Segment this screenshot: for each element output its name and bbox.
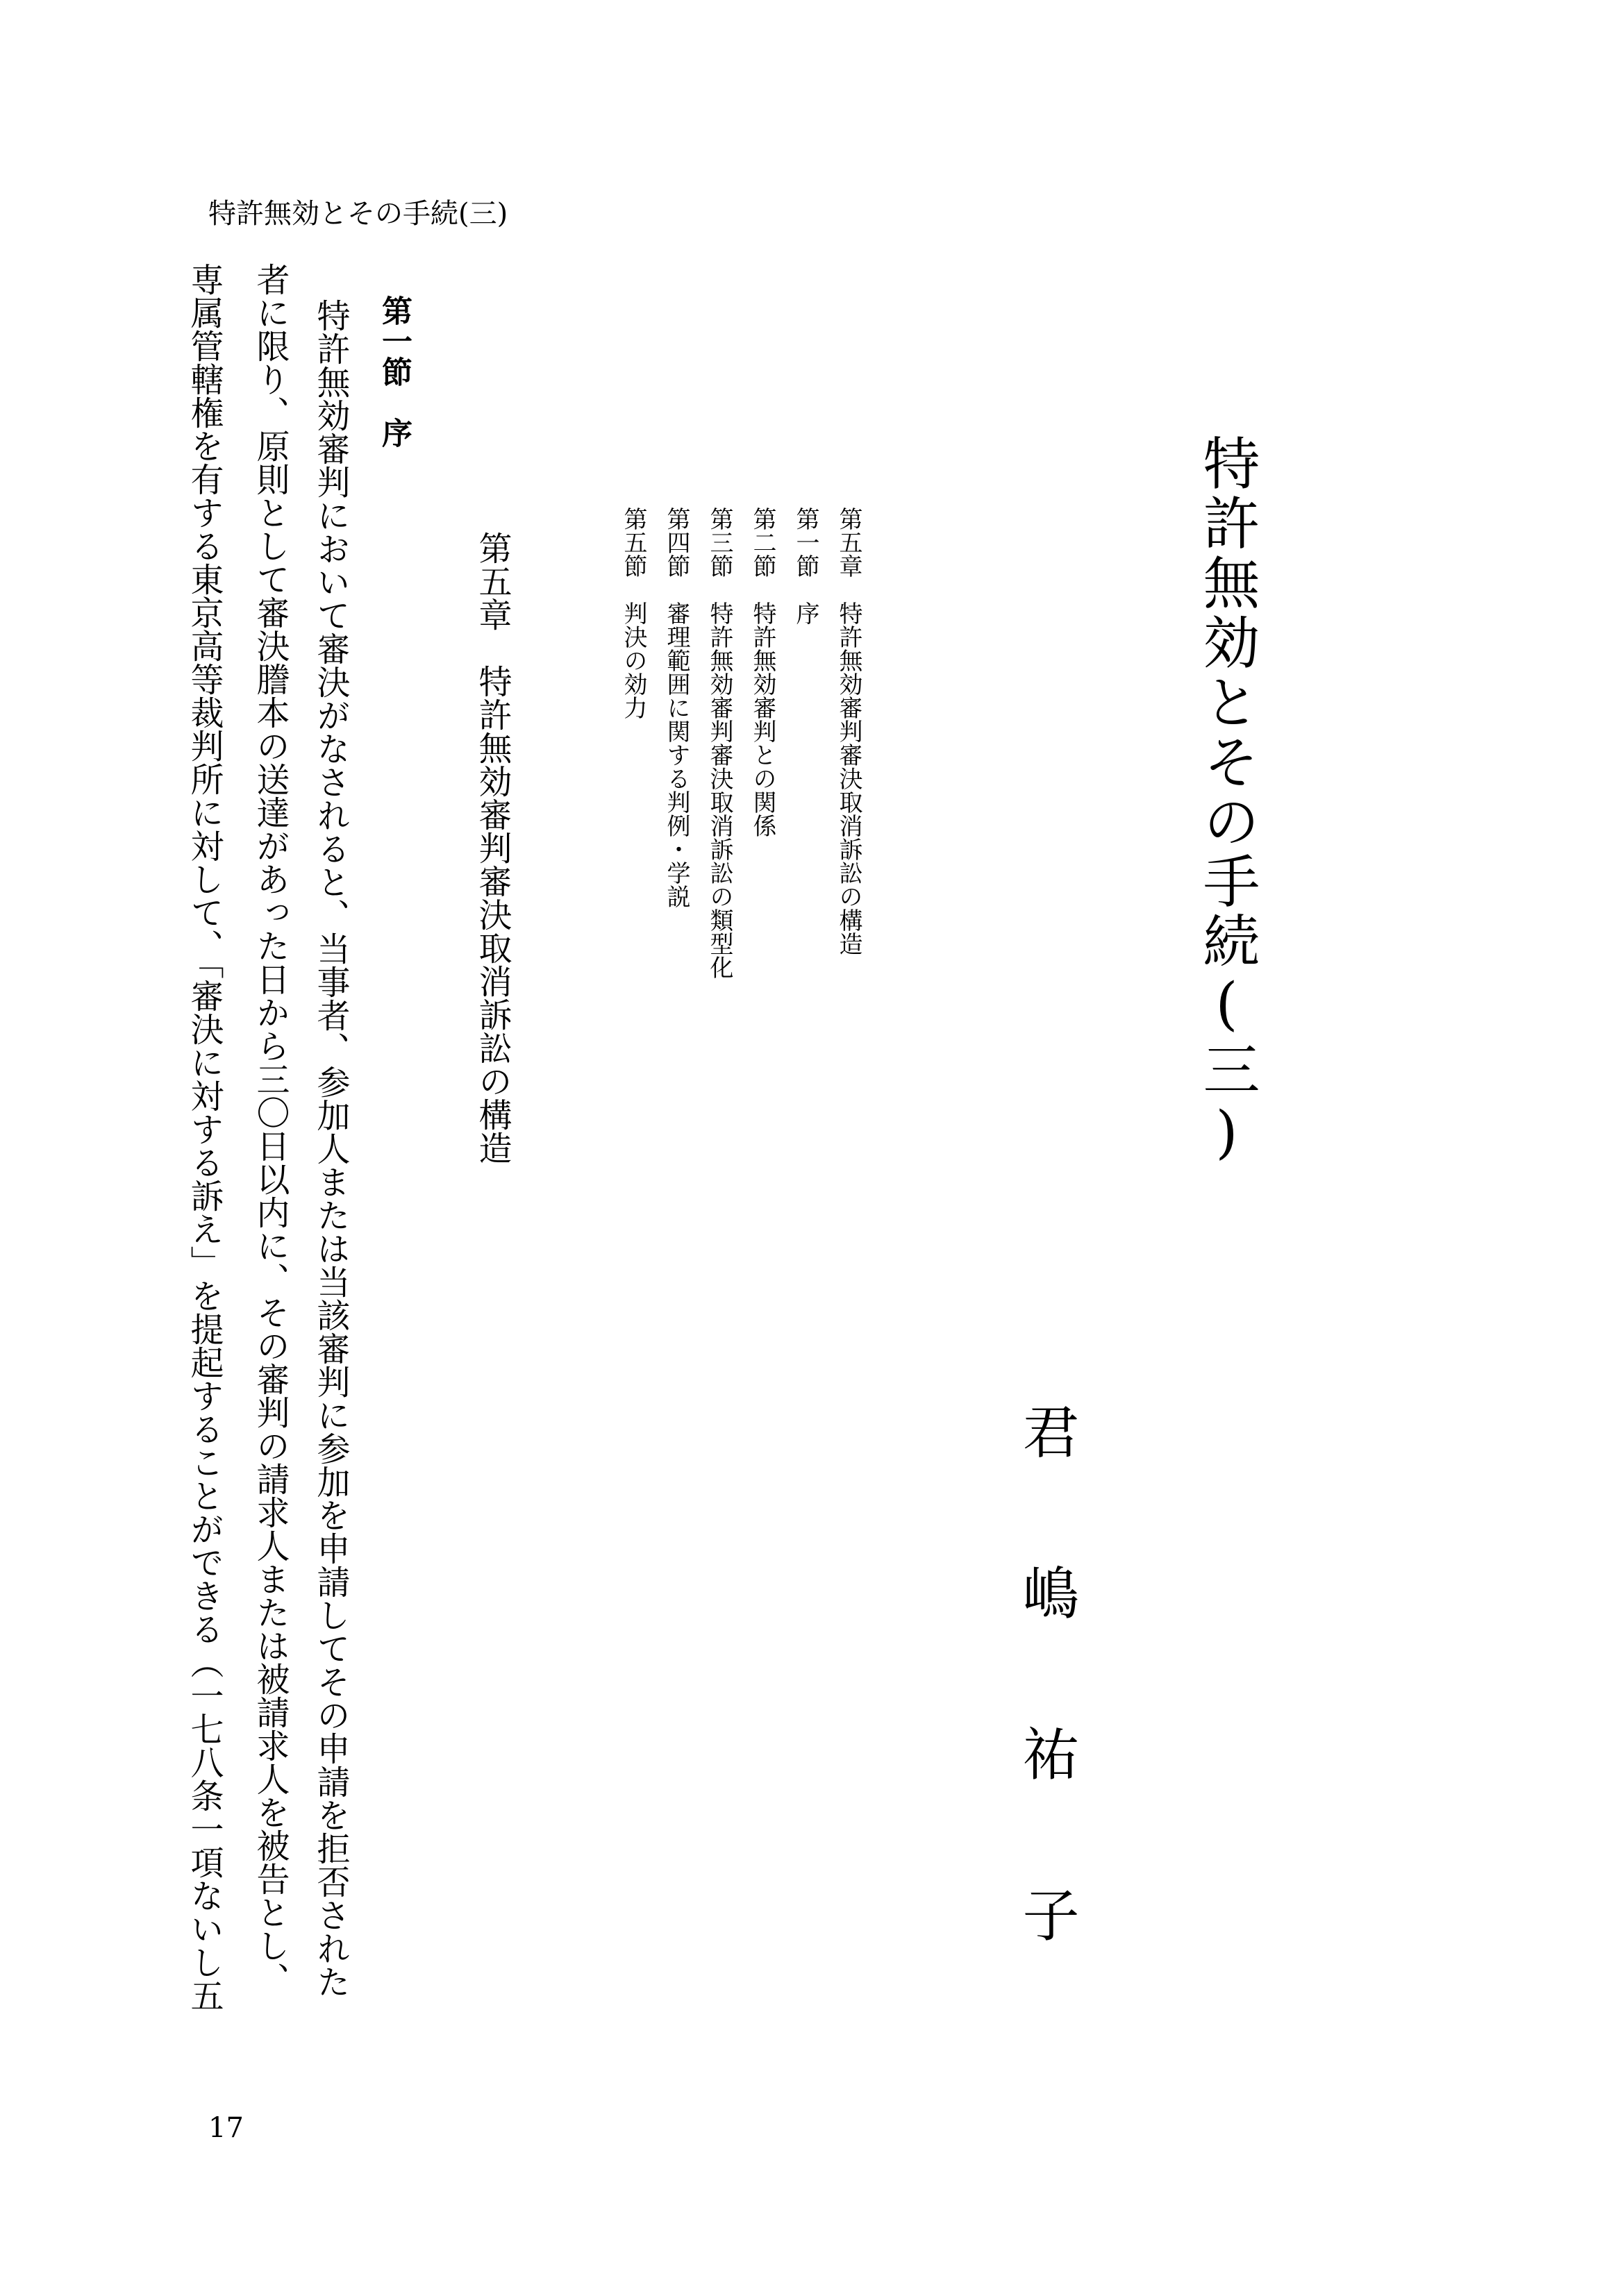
running-header: 特許無効とその手続(三) [208,198,508,230]
toc-line: 第一節 序 [792,507,819,625]
toc-line: 第二節 特許無効審判との関係 [749,507,776,837]
article-title: 特許無効とその手続(三) [1194,434,1260,1168]
toc-line: 第五節 判決の効力 [619,507,647,719]
author-name: 君嶋祐子 [1013,1402,1079,2047]
body-line: 者に限り、原則として審決謄本の送達があった日から三〇日以内に、その審判の請求人または被請求人を被告とし、 [251,262,290,1995]
toc-line: 第五章 特許無効審判審決取消訴訟の構造 [835,507,862,955]
body-line: 専属管轄権を有する東京高等裁判所に対して、「審決に対する訴え」を提起することができる（一七八条一項ないし五 [185,262,224,2012]
section-heading: 第一節 序 [376,295,412,448]
chapter-heading: 第五章 特許無効審判審決取消訴訟の構造 [473,531,512,1164]
toc-line: 第四節 審理範囲に関する判例・学説 [662,507,690,908]
body-line: 特許無効審判において審決がなされると、当事者、参加人または当該審判に参加を申請してその申請を拒否された [311,299,350,1998]
page-number: 17 [208,2112,244,2144]
toc-line: 第三節 特許無効審判審決取消訴訟の類型化 [706,507,733,979]
